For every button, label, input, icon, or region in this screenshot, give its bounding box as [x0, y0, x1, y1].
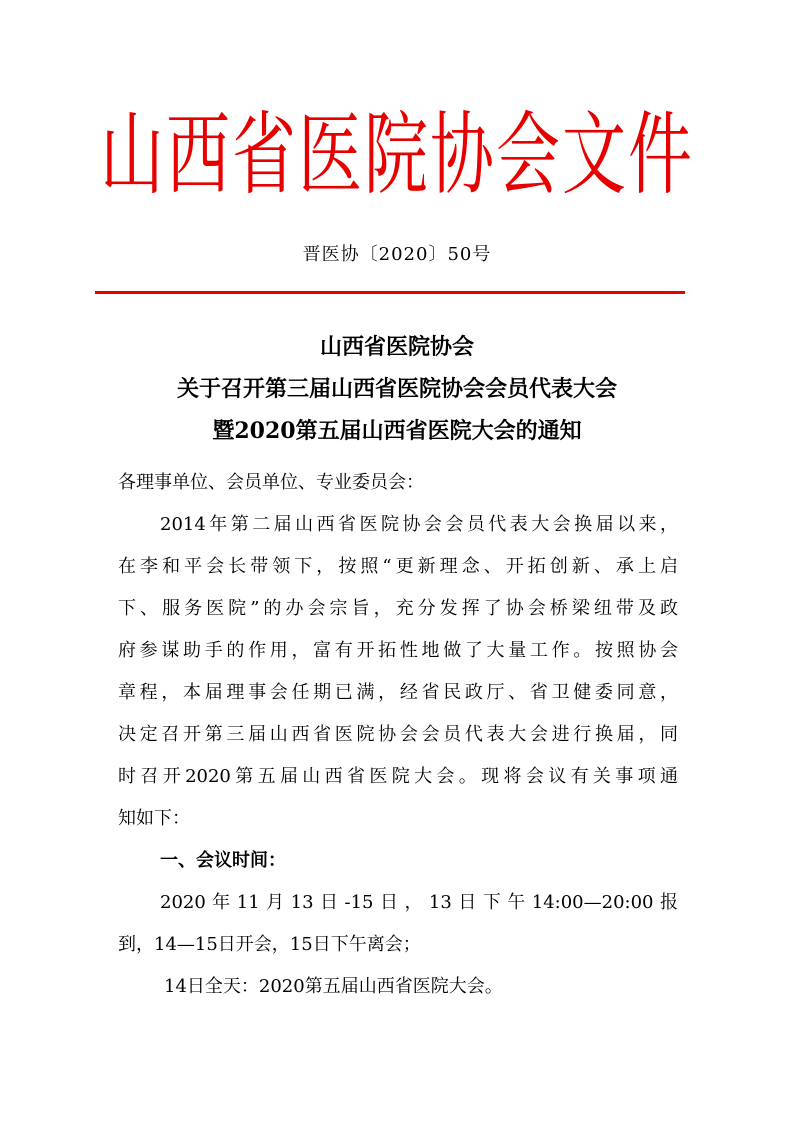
paragraph-line-4: 府参谋助手的作用，富有开拓性地做了大量工作。按照协会 [118, 640, 678, 661]
meeting-time-line-2: 到，14—15日开会，15日下午离会； [118, 934, 421, 955]
paragraph-line-2: 在李和平会长带领下，按照“更新理念、开拓创新、承上启 [118, 556, 678, 577]
section-heading-meeting-time: 一、会议时间： [160, 850, 286, 871]
document-number: 晋医协〔2020〕50号 [302, 244, 492, 265]
title-line-2: 关于召开第三届山西省医院协会会员代表大会 [176, 376, 617, 402]
paragraph-line-6: 决定召开第三届山西省医院协会会员代表大会进行换届，同 [118, 724, 678, 745]
red-divider-line [95, 291, 685, 294]
masthead-title: 山西省医院协会文件 [100, 104, 694, 208]
paragraph-line-7: 时召开2020第五届山西省医院大会。现将会议有关事项通 [118, 766, 678, 787]
paragraph-line-3: 下、服务医院”的办会宗旨，充分发挥了协会桥梁纽带及政 [118, 598, 678, 619]
title-line-1: 山西省医院协会 [319, 334, 474, 360]
paragraph-line-1: 2014年第二届山西省医院协会会员代表大会换届以来， [160, 514, 678, 535]
meeting-time-line-1: 2020年11月13日-15日，13日下午14:00—20:00报 [160, 892, 678, 913]
title-line-3: 暨2020第五届山西省医院大会的通知 [212, 418, 582, 444]
paragraph-line-5: 章程，本届理事会任期已满，经省民政厅、省卫健委同意， [118, 682, 678, 703]
paragraph-line-8: 知如下： [118, 808, 190, 829]
salutation: 各理事单位、会员单位、专业委员会： [118, 472, 424, 493]
meeting-time-line-3: 14日全天：2020第五届山西省医院大会。 [164, 976, 503, 997]
